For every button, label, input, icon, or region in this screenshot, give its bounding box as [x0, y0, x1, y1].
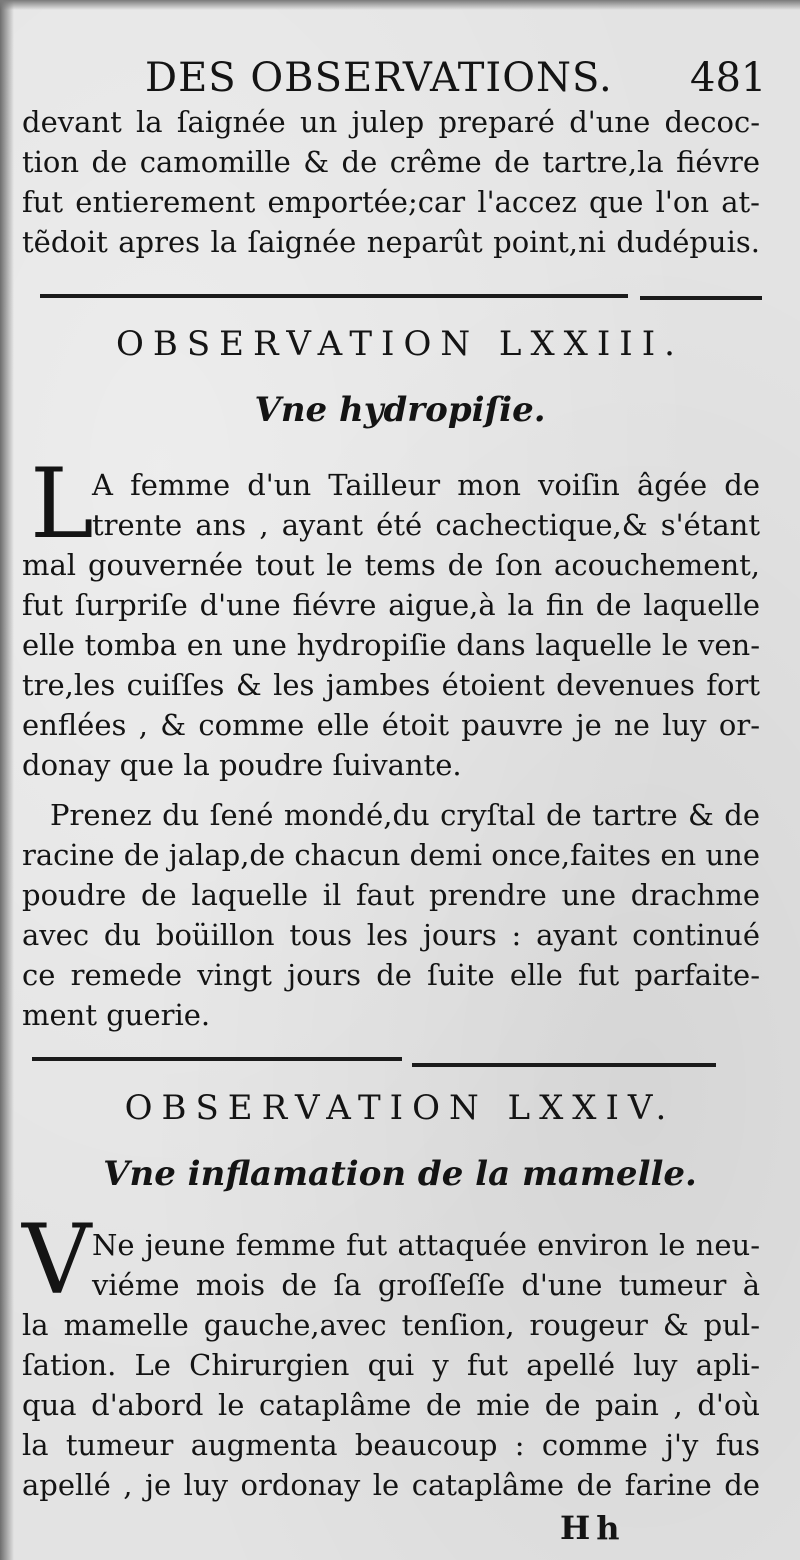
- section-rule: [640, 296, 762, 300]
- observation-subtitle: Vne inflamation de la mamelle.: [103, 1154, 697, 1194]
- text-line: Ne jeune femme fut attaquée environ le neu-: [92, 1228, 760, 1262]
- text-line: racine de jalap,de chacun demi once,faites en une: [22, 838, 760, 872]
- text-line: la tumeur augmenta beaucoup : comme j'y fus: [22, 1428, 760, 1462]
- text-line: apellé , je luy ordonay le cataplâme de farine de: [22, 1468, 760, 1502]
- section-rule: [32, 1057, 402, 1061]
- observation-title: OBSERVATION LXXIV.: [124, 1088, 676, 1128]
- observation-73-paragraph-1: [22, 465, 760, 785]
- observation-title: OBSERVATION LXXIII.: [116, 324, 684, 364]
- text-line: A femme d'un Tailleur mon voiſin âgée de: [92, 468, 760, 502]
- text-line: qua d'abord le cataplâme de mie de pain , d'où: [22, 1388, 760, 1422]
- text-line: tẽdoit apres la ſaignée neparût point,ni dudépuis.: [22, 225, 760, 259]
- text-line: trente ans , ayant été cachectique,& s'étant: [92, 508, 760, 542]
- text-line: ſation. Le Chirurgien qui y fut apellé luy apli-: [22, 1348, 760, 1382]
- text-line: elle tomba en une hydropiſie dans laquelle le ven-: [22, 628, 760, 662]
- text-line: Prenez du ſené mondé,du cryſtal de tartre & de: [50, 798, 760, 832]
- text-line: fut entierement emportée;car l'accez que l'on at-: [22, 185, 760, 219]
- section-rule: [412, 1063, 716, 1067]
- text-line: viéme mois de ſa groſſeſſe d'une tumeur à: [92, 1268, 760, 1302]
- running-title: DES OBSERVATIONS.: [145, 55, 613, 101]
- signature-mark: Hh: [560, 1509, 626, 1547]
- text-line: ce remede vingt jours de ſuite elle fut parfaite-: [22, 958, 760, 992]
- drop-cap: L: [30, 448, 94, 560]
- page-header: [0, 50, 800, 106]
- observation-74-paragraph-1: [22, 1225, 760, 1505]
- page-number: 481: [690, 55, 767, 101]
- text-line: tre,les cuiſſes & les jambes étoient devenues fort: [22, 668, 760, 702]
- text-line: poudre de laquelle il faut prendre une drachme: [22, 878, 760, 912]
- text-line: ment guerie.: [22, 998, 211, 1032]
- continuation-paragraph: [22, 102, 760, 262]
- observation-subtitle: Vne hydropiſie.: [254, 390, 546, 430]
- text-line: la mamelle gauche,avec tenſion, rougeur & pul-: [22, 1308, 760, 1342]
- observation-73-paragraph-2: [22, 795, 760, 1035]
- section-rule: [40, 294, 628, 298]
- text-line: enflées , & comme elle étoit pauvre je ne luy or-: [22, 708, 760, 742]
- text-line: donay que la poudre ſuivante.: [22, 748, 462, 782]
- drop-cap: V: [22, 1204, 92, 1316]
- text-line: tion de camomille & de crême de tartre,la fiévre: [22, 145, 760, 179]
- text-line: avec du boüillon tous les jours : ayant continué: [22, 918, 760, 952]
- text-line: mal gouvernée tout le tems de ſon acouchement,: [22, 548, 760, 582]
- text-line: devant la ſaignée un julep preparé d'une decoc-: [22, 105, 760, 139]
- text-line: fut ſurpriſe d'une fiévre aigue,à la fin de laquelle: [22, 588, 760, 622]
